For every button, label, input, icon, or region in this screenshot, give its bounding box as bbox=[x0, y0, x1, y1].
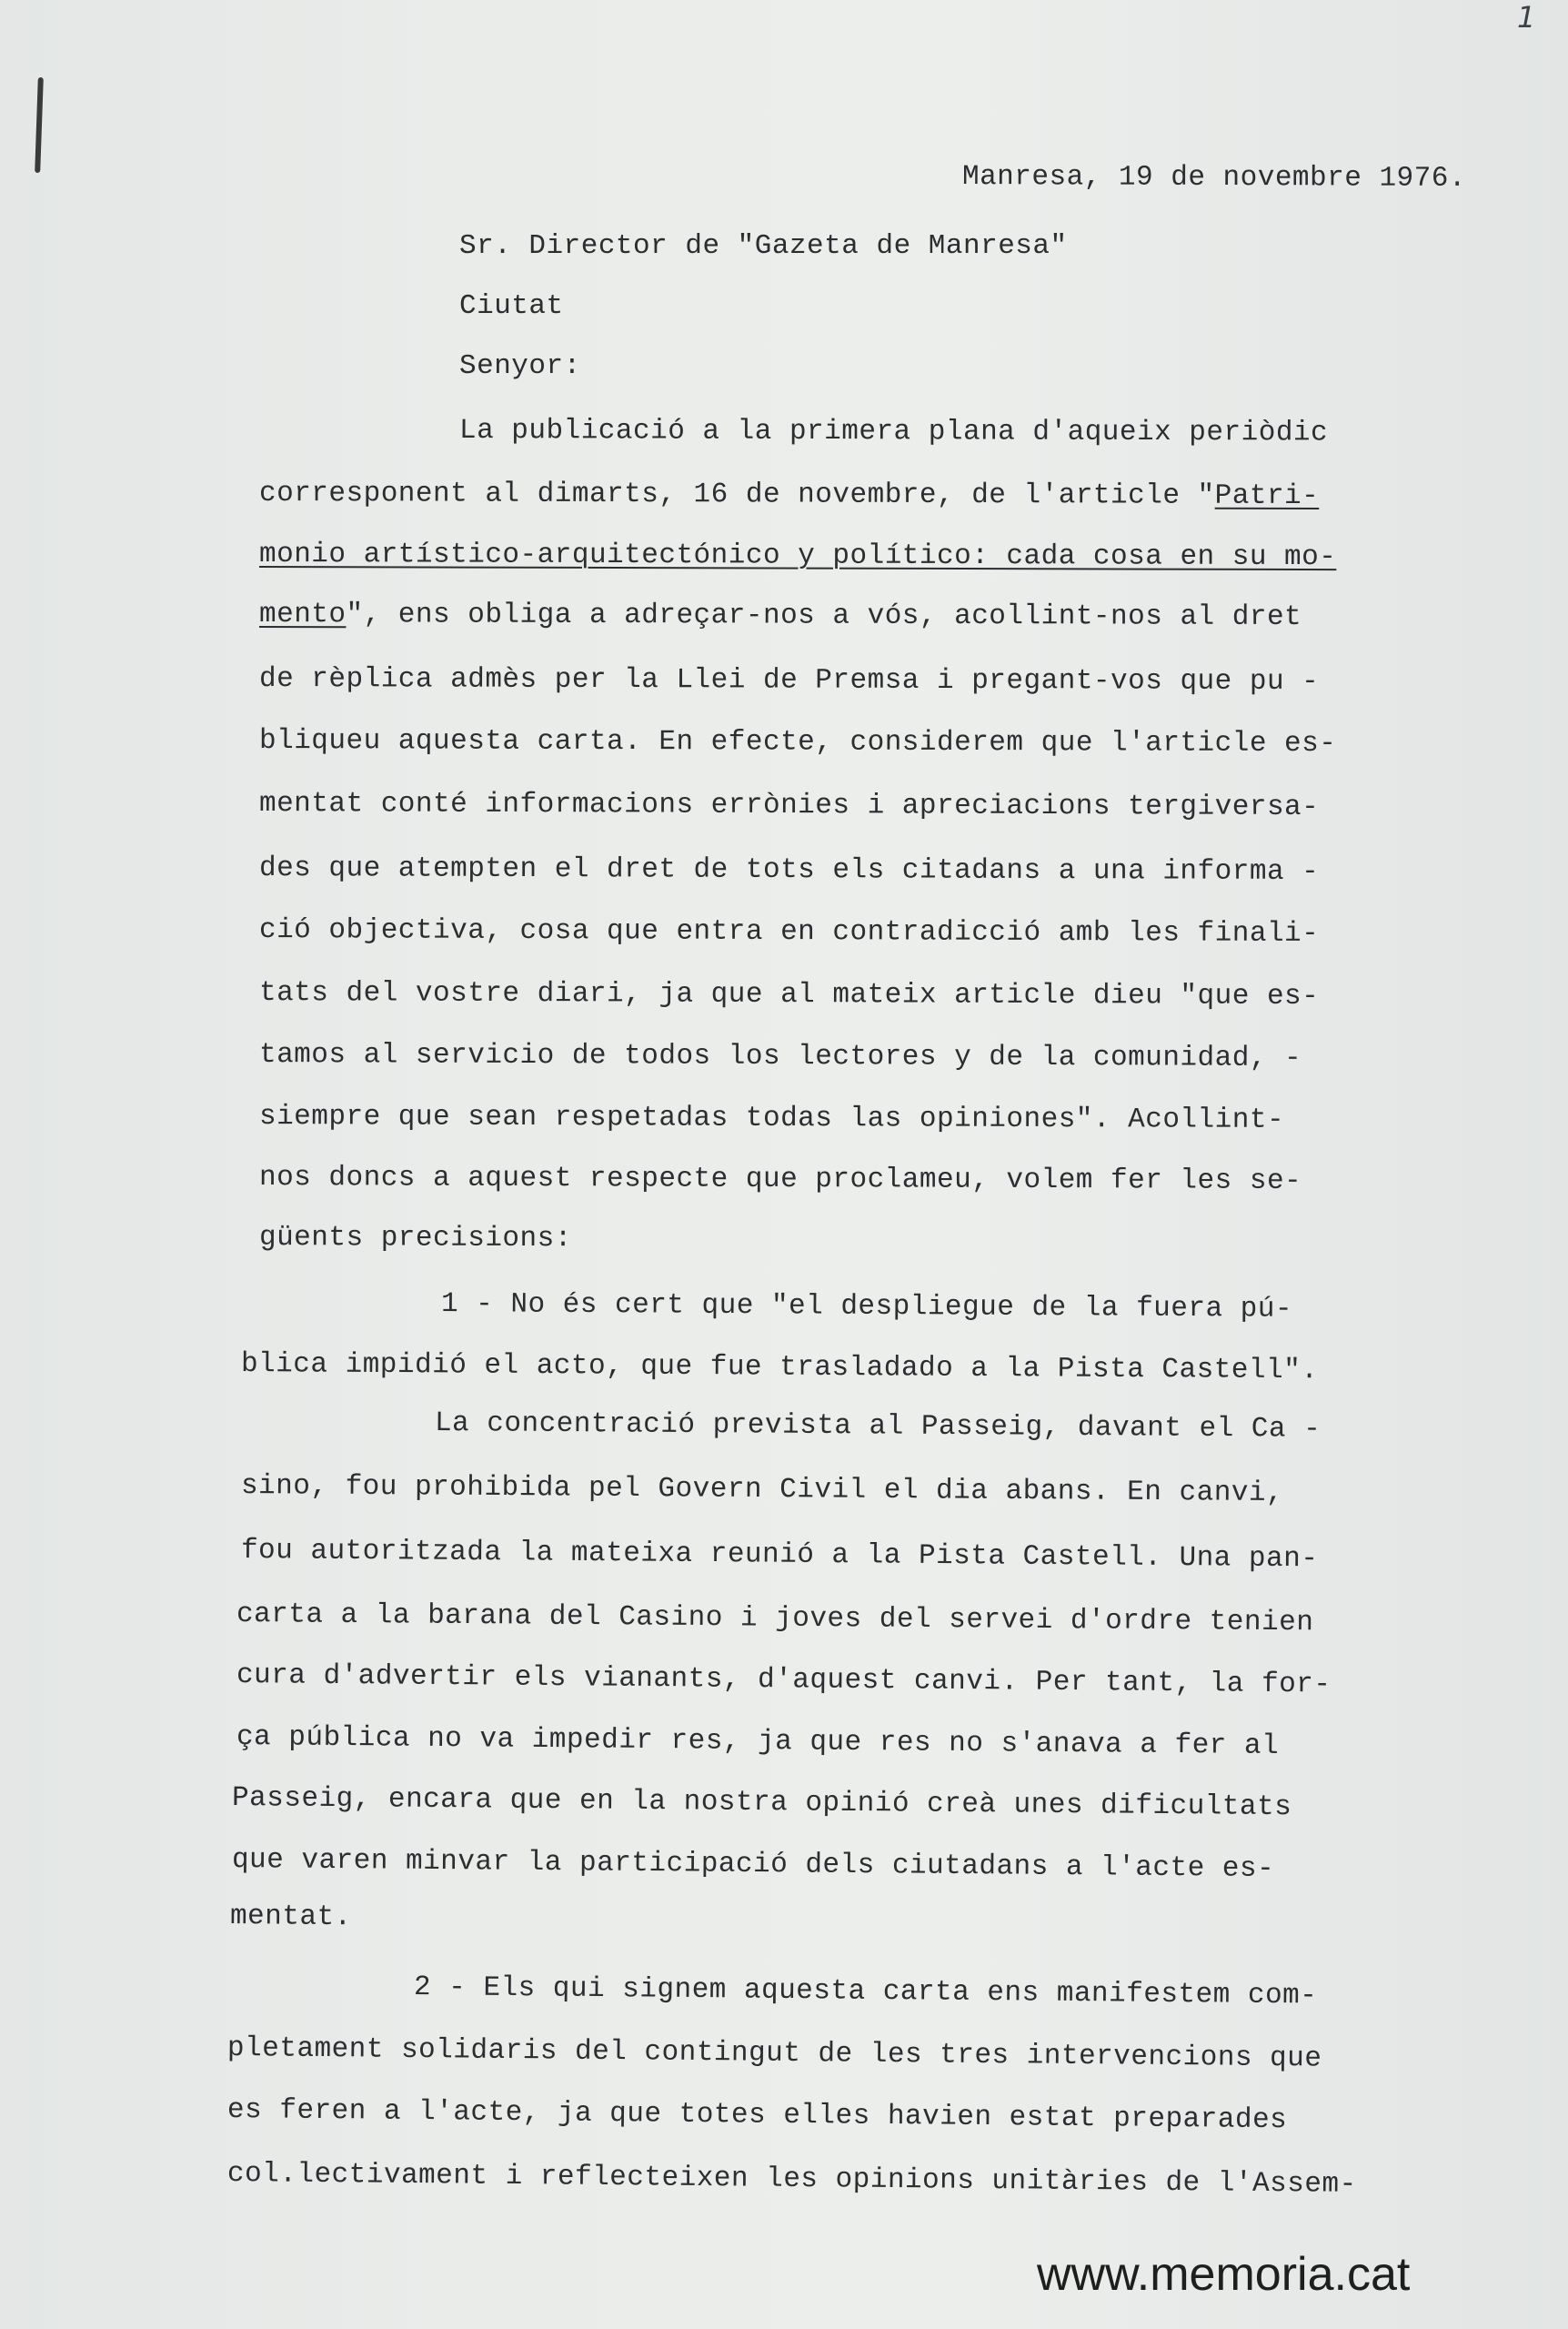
article-title-segment: mento bbox=[258, 599, 347, 631]
text-segment: corresponent al dimarts, 16 de novembre, de l'article " bbox=[258, 478, 1215, 512]
watermark: www.memoria.cat bbox=[1037, 2248, 1411, 2301]
text-line: tamos al servicio de todos los lectores y de la comunidad, - bbox=[258, 1039, 1302, 1075]
article-title-segment: Patri- bbox=[1214, 479, 1320, 513]
text-line: mentat conté informacions errònies i apreciacions tergiversa- bbox=[258, 788, 1320, 824]
text-line: nos doncs a aquest respecte que proclameu, volem fer les se- bbox=[258, 1162, 1302, 1198]
text-line: Passeig, encara que en la nostra opinió creà unes dificultats bbox=[231, 1782, 1292, 1824]
text-line: ça pública no va impedir res, ja que res no s'anava a fer al bbox=[236, 1721, 1280, 1763]
text-line: siempre que sean respetadas todas las opiniones". Acollint- bbox=[258, 1101, 1285, 1136]
text-line: ció objectiva, cosa que entra en contradicció amb les finali- bbox=[258, 914, 1320, 951]
text-line: La concentració prevista al Passeig, davant el Ca - bbox=[434, 1407, 1322, 1446]
text-line: güents precisions: bbox=[258, 1222, 572, 1255]
text-line: col.lectivament i reflecteixen les opinions unitàries de l'Assem- bbox=[226, 2158, 1357, 2201]
text-line: es feren a l'acte, ja que totes elles havien estat preparades bbox=[226, 2094, 1288, 2137]
text-line: sino, fou prohibida pel Govern Civil el dia abans. En canvi, bbox=[240, 1470, 1284, 1510]
text-line: carta a la barana del Casino i joves del servei d'ordre tenien bbox=[236, 1598, 1314, 1639]
text-line: fou autoritzada la mateixa reunió a la Pista Castell. Una pan- bbox=[240, 1535, 1319, 1576]
page-number: 1 bbox=[1517, 0, 1536, 35]
article-title-line: monio artístico-arquitectónico y político: cada cosa en su mo- bbox=[258, 539, 1337, 574]
city: Ciutat bbox=[459, 290, 564, 322]
text-line: blica impidió el acto, que fue trasladado a la Pista Castell". bbox=[240, 1348, 1319, 1387]
date-line: Manresa, 19 de novembre 1976. bbox=[961, 161, 1467, 195]
recipient: Sr. Director de "Gazeta de Manresa" bbox=[459, 230, 1068, 262]
text-line: bliqueu aquesta carta. En efecte, considerem que l'article es- bbox=[258, 725, 1337, 761]
text-line: 2 - Els qui signem aquesta carta ens manifestem com- bbox=[413, 1971, 1318, 2012]
text-line bbox=[259, 476, 1319, 515]
text-line: tats del vostre diari, ja que al mateix article dieu "que es- bbox=[258, 977, 1320, 1013]
text-line: pletament solidaris del contingut de les tres intervencions que bbox=[226, 2032, 1322, 2075]
binder-mark bbox=[35, 77, 44, 173]
text-segment: ", ens obliga a adreçar-nos a vós, acollint-nos al dret bbox=[346, 599, 1302, 634]
text-line: La publicació a la primera plana d'aqueix periòdic bbox=[458, 415, 1329, 449]
text-line: 1 - No és cert que "el despliegue de la fuera pú- bbox=[440, 1288, 1293, 1326]
text-line: mentat. bbox=[229, 1901, 352, 1934]
text-line: cura d'advertir els vianants, d'aquest canvi. Per tant, la for- bbox=[236, 1659, 1332, 1701]
text-line bbox=[259, 597, 1302, 636]
text-line: de rèplica admès per la Llei de Premsa i pregant-vos que pu - bbox=[258, 663, 1320, 699]
text-line: que varen minvar la participació dels ciutadans a l'acte es- bbox=[231, 1844, 1275, 1886]
salutation: Senyor: bbox=[459, 350, 581, 382]
text-line: des que atempten el dret de tots els citadans a una informa - bbox=[258, 852, 1320, 889]
